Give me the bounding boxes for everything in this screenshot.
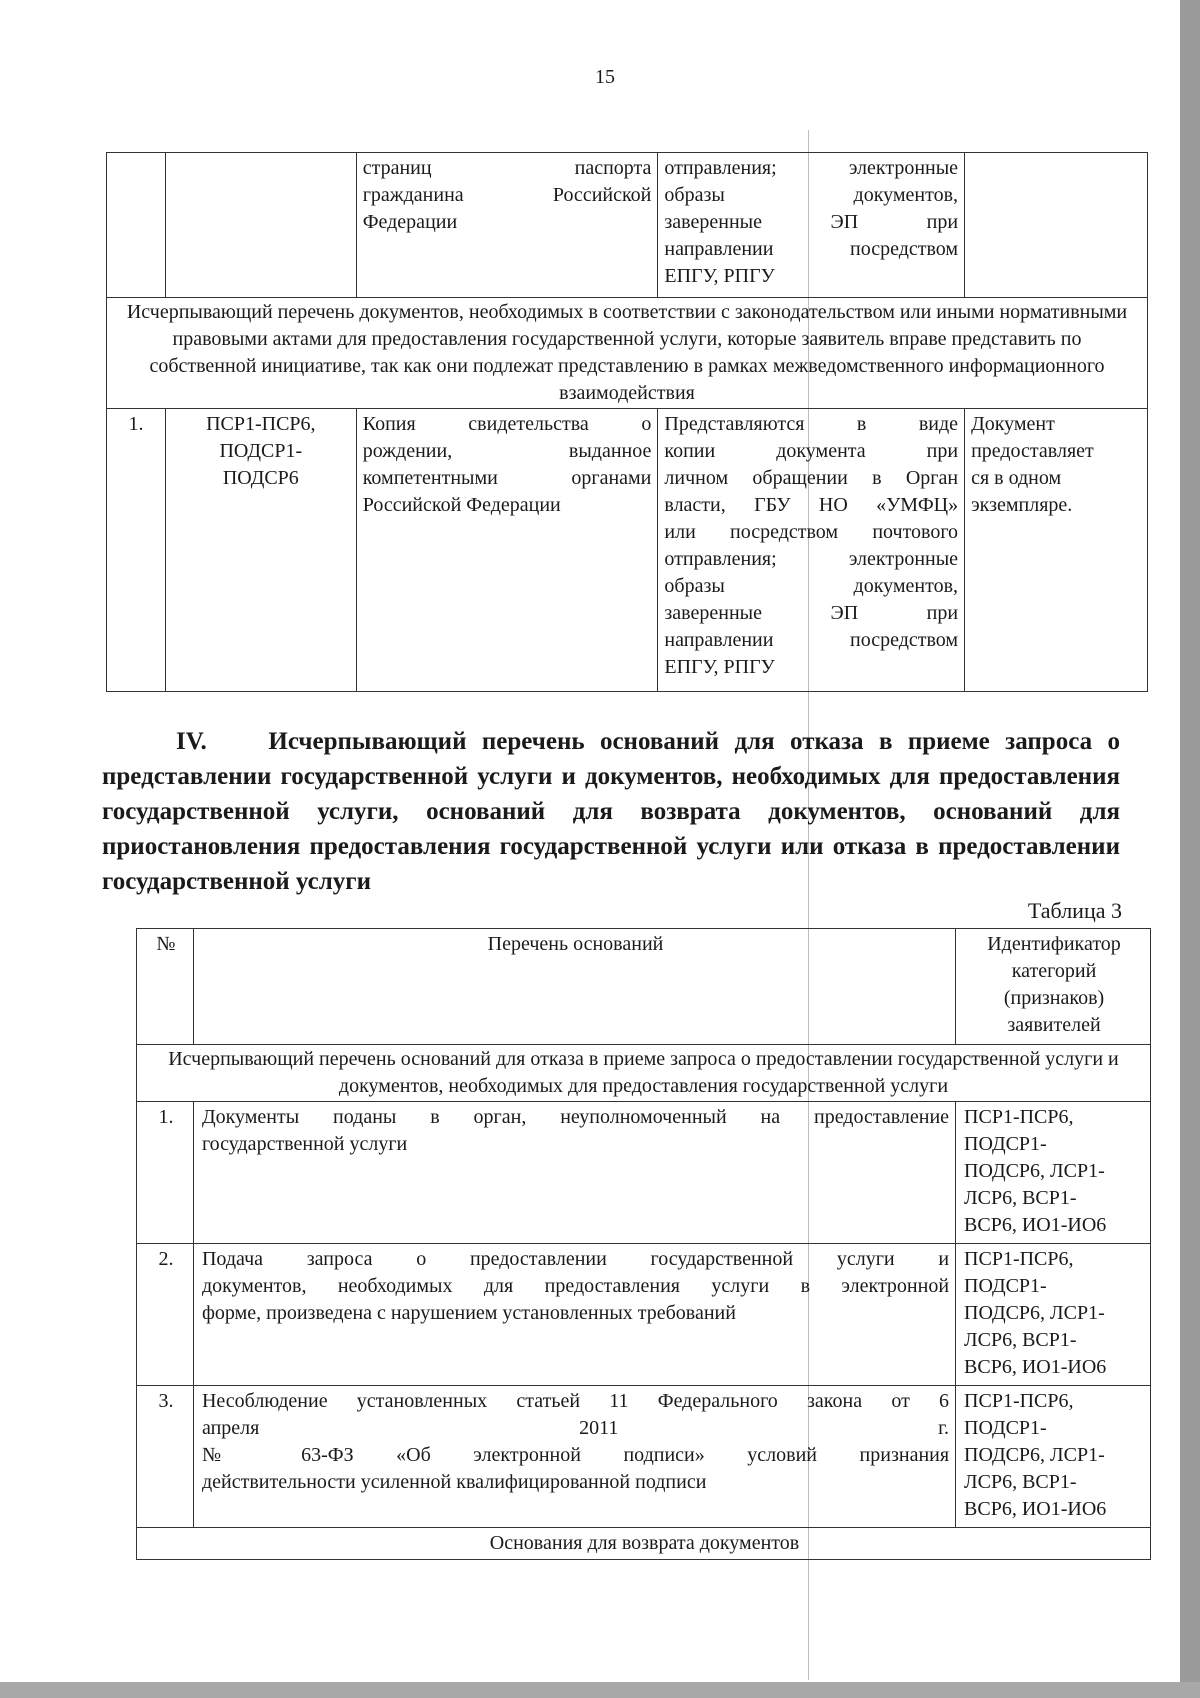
table-caption: Таблица 3 [1027,898,1122,923]
line: документов, необходимых для предоставления услуги в электронной [201,1275,950,1297]
documents-table [106,152,1148,692]
header-identifier [956,929,1151,1045]
line: отправления; электронные [664,548,959,570]
line: ВСР6, ИО1-ИО6 [964,1498,1107,1520]
line: апреля 2011 г. [201,1417,950,1439]
line: страниц паспорта [362,157,652,179]
line: Федерации [362,211,458,233]
line: рождении, выданное [362,440,652,462]
line: направлении посредством [664,238,959,260]
line: предоставляет [971,440,1094,462]
line: № 63-ФЗ «Об электронной подписи» условий признания [201,1444,950,1466]
line: ПОДСР6 [222,467,299,489]
line: ЛСР6, ВСР1- [964,1187,1077,1209]
line: экземпляре. [971,494,1073,516]
line: (признаков) [1003,987,1105,1009]
line: отправления; электронные [664,157,959,179]
line: образы документов, [664,184,959,206]
line: Представляются в виде [664,413,959,435]
cell-num: 1. [107,409,166,692]
line: Копия свидетельства о [362,413,652,435]
header-num: № [137,929,194,1045]
line: ПСР1-ПСР6, [206,413,316,435]
line: Несоблюдение установленных статьей 11 Федерального закона от 6 [201,1390,950,1412]
line: ПОДСР6, ЛСР1- [964,1160,1105,1182]
line: ПОДСР1- [964,1417,1047,1439]
line: Документы поданы в орган, неуполномоченный на предоставление [201,1106,950,1128]
line: власти, ГБУ НО «УМФЦ» [664,494,959,516]
line: государственной услуги [201,1133,408,1155]
cell-method [658,409,965,692]
line: копии документа при [664,440,959,462]
table-row [107,153,1148,298]
cell-reason [193,1244,955,1386]
section-title: Исчерпывающий перечень оснований для отказа в приеме запроса о представлении государственной услуги и документов, необходимых для предоставления государственной услуги, оснований для возврата документов, оснований для приостановления предоставления государственной услуги или отказа в предоставлении государственной услуги [102,728,1120,895]
section-number: IV. [176,728,207,755]
line: Идентификатор [987,933,1121,955]
table-row [107,409,1148,692]
cell-num: 1. [137,1102,194,1244]
cell-num [107,153,166,298]
table-header-row [137,929,1151,1045]
section-row-text: Исчерпывающий перечень оснований для отказа в приеме запроса о предоставлении государственной услуги и документов, необходимых для предоставления государственной услуги [137,1045,1151,1102]
line: ЛСР6, ВСР1- [964,1329,1077,1351]
cell-ids [956,1244,1151,1386]
line: ЕПГУ, РПГУ [664,656,775,678]
table-section-row [137,1045,1151,1102]
line: ПСР1-ПСР6, [964,1248,1074,1270]
line: ПОДСР1- [219,440,303,462]
section-row-text: Исчерпывающий перечень документов, необходимых в соответствии с законодательством или иными нормативными правовыми актами для предоставления государственной услуги, которые заявитель вправе представить по собственной инициативе, так как они подлежат представлению в рамках межведомственного информационного взаимодействия [107,298,1148,409]
line: ПОДСР1- [964,1133,1047,1155]
line: ПСР1-ПСР6, [964,1106,1074,1128]
line: ЕПГУ, РПГУ [664,265,775,287]
header-reasons: Перечень оснований [193,929,955,1045]
line: заверенные ЭП при [664,602,959,624]
line: гражданина Российской [362,184,652,206]
cell-document [356,409,658,692]
line: ЛСР6, ВСР1- [964,1471,1077,1493]
cell-reason [193,1386,955,1528]
line: заявителей [1007,1014,1101,1036]
cell-num: 3. [137,1386,194,1528]
line: ПОДСР6, ЛСР1- [964,1302,1105,1324]
cell-note [965,153,1148,298]
line: ПСР1-ПСР6, [964,1390,1074,1412]
page-number: 15 [595,66,615,88]
line: ся в одном [971,467,1062,489]
refusal-reasons-table [136,928,1151,1560]
line: категорий [1011,960,1097,982]
line: действительности усиленной квалифицированной подписи [201,1471,707,1493]
line: направлении посредством [664,629,959,651]
cell-method [658,153,965,298]
section-heading [102,724,1120,899]
footer-row-text: Основания для возврата документов [137,1528,1151,1560]
cell-ids [956,1102,1151,1244]
line: ВСР6, ИО1-ИО6 [964,1356,1107,1378]
table-footer-row [137,1528,1151,1560]
table-row [137,1102,1151,1244]
table-section-row [107,298,1148,409]
table-row [137,1386,1151,1528]
line: или посредством почтового [664,521,959,543]
table-row [137,1244,1151,1386]
scan-edge-bottom [0,1682,1200,1698]
line: личном обращении в Орган [664,467,959,489]
line: ПОДСР1- [964,1275,1047,1297]
line: компетентными органами [362,467,652,489]
cell-document [356,153,658,298]
scan-edge-right [1180,0,1200,1698]
line: ПОДСР6, ЛСР1- [964,1444,1105,1466]
cell-categories [165,153,356,298]
line: образы документов, [664,575,959,597]
line: Российской Федерации [362,494,561,516]
cell-reason [193,1102,955,1244]
cell-categories [165,409,356,692]
cell-ids [956,1386,1151,1528]
line: заверенные ЭП при [664,211,959,233]
line: Подача запроса о предоставлении государственной услуги и [201,1248,950,1270]
cell-num: 2. [137,1244,194,1386]
line: форме, произведена с нарушением установленных требований [201,1302,736,1324]
line: ВСР6, ИО1-ИО6 [964,1214,1107,1236]
line: Документ [971,413,1055,435]
cell-note [965,409,1148,692]
